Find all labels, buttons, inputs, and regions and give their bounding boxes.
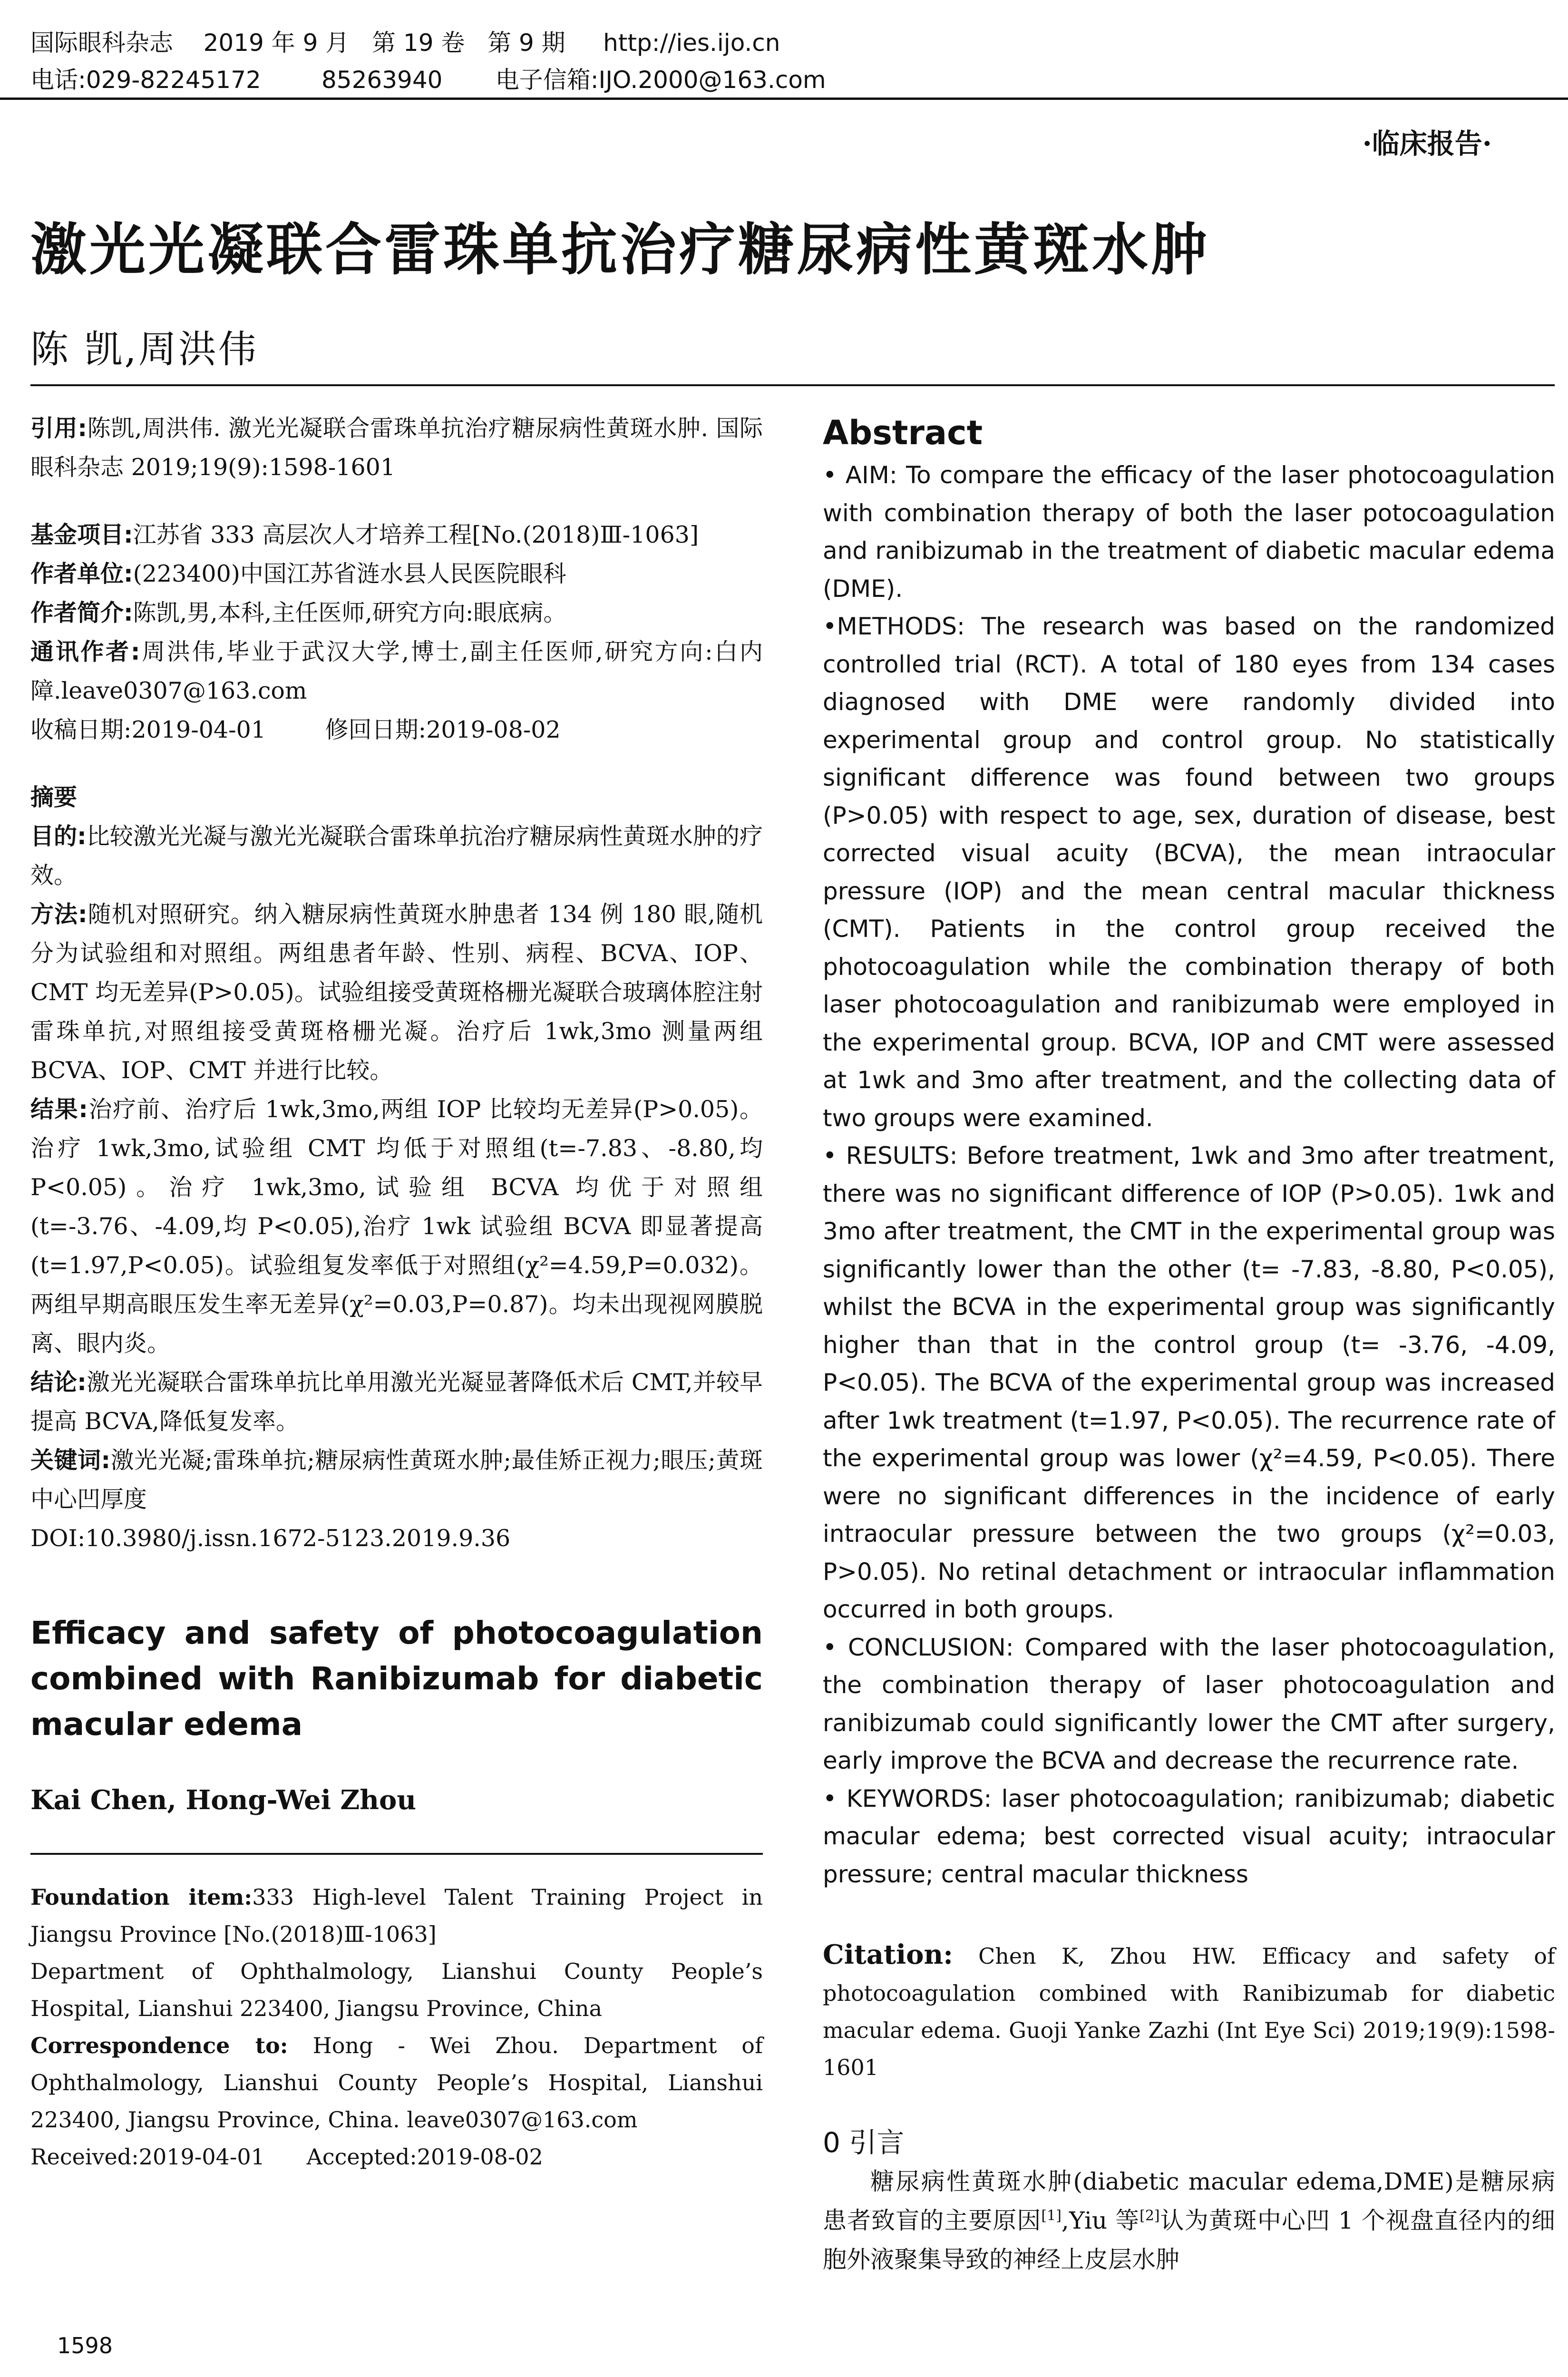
section-tag: ·临床报告· bbox=[1362, 127, 1492, 160]
en-title: Efficacy and safety of photocoagulation combined with Ranibizumab for diabetic macular edema bbox=[30, 1615, 763, 1743]
en-authors: Kai Chen, Hong-Wei Zhou bbox=[30, 1784, 417, 1816]
cn-results: 结果:治疗前、治疗后 1wk,3mo,两组 IOP 比较均无差异(P>0.05)。治疗 1wk,3mo,试验组 CMT 均低于对照组(t=-7.83、-8.80,均 P<0.05)。治疗 1wk,3mo,试验组 BCVA 均优于对照组(t=-3.76、-4.09,均 P<0.05),治疗 1wk 试验组 BCVA 即显著提高(t=1.97,P<0.05)。试验组复发率低于对照组(χ²=4.59,P=0.032)。两组早期高眼压发生率无差异(χ²=0.03,P=0.87)。均未出现视网膜脱离、眼内炎。 bbox=[30, 1096, 763, 1357]
en-foundation: Foundation item:333 High-level Talent Training Project in Jiangsu Province [No.(2018)Ⅲ-1063] bbox=[30, 1884, 763, 1947]
cn-doi: DOI:10.3980/j.issn.1672-5123.2019.9.36 bbox=[30, 1525, 511, 1552]
article-authors: 陈 凯,周洪伟 bbox=[30, 327, 258, 371]
intro-paragraph: 糖尿病性黄斑水肿(diabetic macular edema,DME)是糖尿病患者致盲的主要原因[1],Yiu 等[2]认为黄斑中心凹 1 个视盘直径内的细胞外液聚集导致的神经上皮层水肿 bbox=[823, 2167, 1556, 2273]
cn-conclusion: 结论:激光光凝联合雷珠单抗比单用激光光凝显著降低术后 CMT,并较早提高 BCVA,降低复发率。 bbox=[30, 1369, 763, 1435]
header-rule bbox=[0, 97, 1568, 100]
page-number: 1598 bbox=[57, 2333, 113, 2358]
cn-correspondence: 通讯作者:周洪伟,毕业于武汉大学,博士,副主任医师,研究方向:白内障.leave0307@163.com bbox=[30, 638, 763, 704]
journal-header-line2: 电话:029-82245172 85263940 电子信箱:IJO.2000@163.com bbox=[30, 66, 826, 94]
reference-2: [2] bbox=[1139, 2207, 1160, 2224]
cn-citation: 引用:陈凯,周洪伟. 激光光凝联合雷珠单抗治疗糖尿病性黄斑水肿. 国际眼科杂志 2019;19(9):1598-1601 bbox=[30, 415, 763, 481]
title-rule bbox=[30, 384, 1555, 386]
en-info-rule bbox=[30, 1853, 763, 1855]
intro-heading: 0 引言 bbox=[823, 2126, 905, 2159]
en-department: Department of Ophthalmology, Lianshui County People’s Hospital, Lianshui 223400, Jiangsu Province, China bbox=[30, 1958, 763, 2021]
reference-1: [1] bbox=[1041, 2207, 1062, 2224]
abstract-results: • RESULTS: Before treatment, 1wk and 3mo after treatment, there was no significant difference of IOP (P>0.05). 1wk and 3mo after treatment, the CMT in the experimental group was significantly lower than the other (t= -7.83, -8.80, P<0.05), whilst the BCVA in the experimental group was significantly higher than that in the control group (t= -3.76, -4.09, P<0.05). The BCVA of the experimental group was increased after 1wk treatment (t=1.97, P<0.05). The recurrence rate of the experimental group was lower (χ²=4.59, P<0.05). There were no significant differences in the incidence of early intraocular pressure between the two groups (χ²=0.03, P>0.05). No retinal detachment or intraocular inflammation occurred in both groups. bbox=[823, 1142, 1555, 1623]
cn-bio: 作者简介:陈凯,男,本科,主任医师,研究方向:眼底病。 bbox=[30, 599, 567, 626]
en-received: Received:2019-04-01 Accepted:2019-08-02 bbox=[30, 2144, 543, 2170]
abstract-methods: •METHODS: The research was based on the randomized controlled trial (RCT). A total of 180 eyes from 134 cases diagnosed with DME were randomly divided into experimental group and control group. No statistically significant difference was found between two groups (P>0.05) with respect to age, sex, duration of disease, best corrected visual acuity (BCVA), the mean intraocular pressure (IOP) and the mean central macular thickness (CMT). Patients in the control group received the photocoagulation while the combination therapy of both laser photocoagulation and ranibizumab were employed in the experimental group. BCVA, IOP and CMT were assessed at 1wk and 3mo after treatment, and the collecting data of two groups were examined. bbox=[823, 613, 1555, 1132]
en-correspondence: Correspondence to: Hong - Wei Zhou. Department of Ophthalmology, Lianshui County People’s Hospital, Lianshui 223400, Jiangsu Province, China. leave0307@163.com bbox=[30, 2033, 763, 2133]
right-column bbox=[823, 409, 1555, 2279]
cn-abstract-label: 摘要 bbox=[30, 784, 78, 811]
cn-unit: 作者单位:(223400)中国江苏省涟水县人民医院眼科 bbox=[30, 560, 566, 587]
abstract-conclusion: • CONCLUSION: Compared with the laser photocoagulation, the combination therapy of laser photocoagulation and ranibizumab could significantly lower the CMT after surgery, early improve the BCVA and decrease the recurrence rate. bbox=[823, 1633, 1555, 1774]
cn-fund: 基金项目:江苏省 333 高层次人才培养工程[No.(2018)Ⅲ-1063] bbox=[30, 521, 699, 548]
left-column bbox=[30, 409, 763, 2175]
cn-methods: 方法:随机对照研究。纳入糖尿病性黄斑水肿患者 134 例 180 眼,随机分为试验组和对照组。两组患者年龄、性别、病程、BCVA、IOP、CMT 均无差异(P>0.05)。试验组接受黄斑格栅光凝联合玻璃体腔注射雷珠单抗,对照组接受黄斑格栅光凝。治疗后 1wk,3mo 测量两组 BCVA、IOP、CMT 并进行比较。 bbox=[30, 901, 763, 1084]
en-citation: Citation: Chen K, Zhou HW. Efficacy and safety of photocoagulation combined with Ranibizumab for diabetic macular edema. Guoji Yanke Zazhi (Int Eye Sci) 2019;19(9):1598-1601 bbox=[823, 1939, 1555, 2080]
abstract-aim: • AIM: To compare the efficacy of the laser photocoagulation with combination therapy of both the laser potocoagulation and ranibizumab in the treatment of diabetic macular edema (DME). bbox=[823, 461, 1555, 603]
cn-received: 收稿日期:2019-04-01 修回日期:2019-08-02 bbox=[30, 716, 561, 743]
abstract-heading: Abstract bbox=[823, 413, 983, 452]
abstract-keywords: • KEYWORDS: laser photocoagulation; ranibizumab; diabetic macular edema; best corrected visual acuity; intraocular pressure; central macular thickness bbox=[823, 1784, 1555, 1888]
cn-keywords: 关键词:激光光凝;雷珠单抗;糖尿病性黄斑水肿;最佳矫正视力;眼压;黄斑中心凹厚度 bbox=[30, 1447, 763, 1513]
article-title: 激光光凝联合雷珠单抗治疗糖尿病性黄斑水肿 bbox=[30, 217, 1210, 283]
journal-header-line1: 国际眼科杂志 2019 年 9 月 第 19 卷 第 9 期 http://ies.ijo.cn bbox=[30, 29, 780, 57]
cn-aim: 目的:比较激光光凝与激光光凝联合雷珠单抗治疗糖尿病性黄斑水肿的疗效。 bbox=[30, 823, 763, 889]
